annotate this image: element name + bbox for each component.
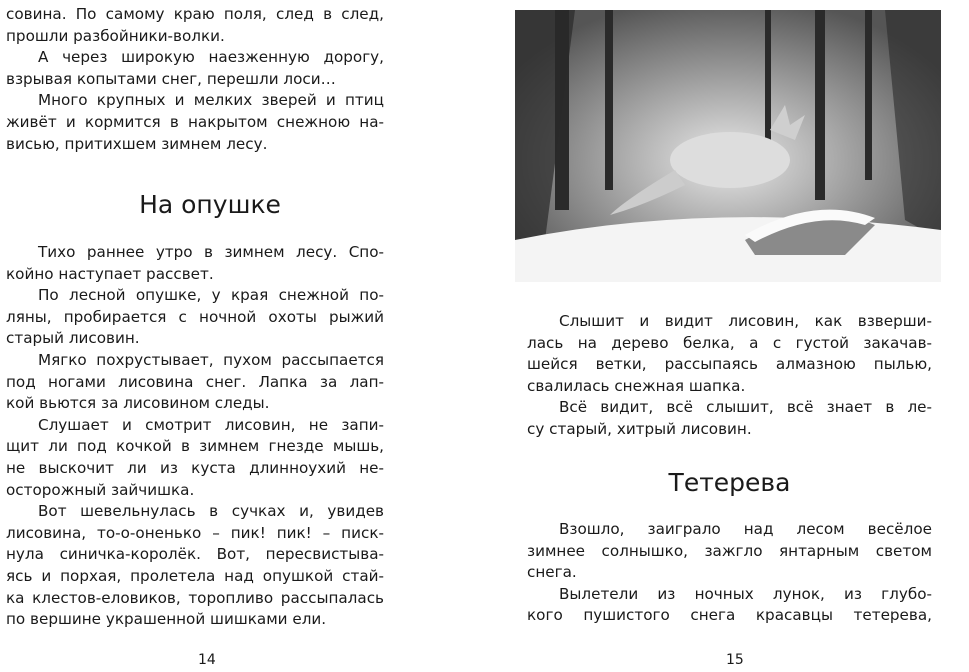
page-number-right: 15 xyxy=(726,652,744,668)
text-line: под ногами лисовина снег. Лапка за лап- xyxy=(6,372,384,391)
text-line: Мягко похрустывает, пухом рассыпается xyxy=(38,350,384,369)
text-line: Взошло, заиграло над лесом весёлое xyxy=(559,520,932,538)
text-line: лисовина, то-о-оненько – пик! пик! – писк- xyxy=(6,523,384,542)
text-line: Тихо раннее утро в зимнем лесу. Спо- xyxy=(38,243,384,261)
text-line: кого пушистого снега красавцы тетерева, xyxy=(527,606,932,625)
text-line: прошли разбойники-волки. xyxy=(6,26,225,45)
text-line: снега. xyxy=(527,563,577,582)
text-line: живёт и кормится в накрытом снежною на- xyxy=(6,112,384,131)
page-number-left: 14 xyxy=(198,652,216,668)
text-line: по вершине украшенной шишками ели. xyxy=(6,610,327,629)
text-line: По лесной опушке, у края снежной по- xyxy=(38,286,384,305)
text-line: свалилась снежная шапка. xyxy=(527,376,746,395)
text-line: взрывая копытами снег, перешли лоси… xyxy=(6,69,336,88)
left-text-main xyxy=(6,242,384,631)
text-line: щит ли под кочкой в зимнем гнезде мышь, xyxy=(6,437,384,456)
text-line: зимнее солнышко, зажгло янтарным светом xyxy=(527,541,932,560)
text-line: Слушает и смотрит лисовин, не запи- xyxy=(38,415,384,434)
text-line: А через широкую наезженную дорогу, xyxy=(38,48,384,67)
text-line: Слышит и видит лисовин, как взверши- xyxy=(559,312,932,330)
text-line: ясь и порхая, пролетела над опушкой стай- xyxy=(6,566,384,585)
text-line: койно наступает рассвет. xyxy=(6,264,214,283)
fox-illustration xyxy=(515,10,941,282)
text-line: не выскочит ли из куста длинноухий не- xyxy=(6,458,384,477)
right-text-top xyxy=(527,311,932,441)
heading-na-opushke: На опушке xyxy=(139,190,281,219)
text-line: кой вьются за лисовином следы. xyxy=(6,394,270,413)
text-line: Много крупных и мелких зверей и птиц xyxy=(38,91,384,110)
text-line: Вылетели из ночных лунок, из глубо- xyxy=(559,584,932,603)
right-text-main xyxy=(527,519,932,627)
text-line: Всё видит, всё слышит, всё знает в ле- xyxy=(559,398,932,417)
text-line: осторожный зайчишка. xyxy=(6,480,195,499)
text-line: шейся ветки, рассыпаясь алмазною пылью, xyxy=(527,355,932,374)
text-line: нула синичка-королёк. Вот, пересвистыва- xyxy=(6,545,384,564)
text-line: висью, притихшем зимнем лесу. xyxy=(6,134,268,153)
text-line: ка клестов-еловиков, торопливо рассыпалась xyxy=(6,588,384,607)
text-line: ляны, пробирается с ночной охоты рыжий xyxy=(6,307,384,326)
text-line: су старый, хитрый лисовин. xyxy=(527,419,752,438)
text-line: лась на дерево белка, а с густой закачав- xyxy=(527,333,932,352)
heading-tetereva: Тетерева xyxy=(668,468,791,497)
text-line: Вот шевельнулась в сучках и, увидев xyxy=(38,502,384,521)
text-line: совина. По самому краю поля, след в след, xyxy=(6,5,384,23)
text-line: старый лисовин. xyxy=(6,329,140,348)
left-text-top xyxy=(6,4,384,155)
